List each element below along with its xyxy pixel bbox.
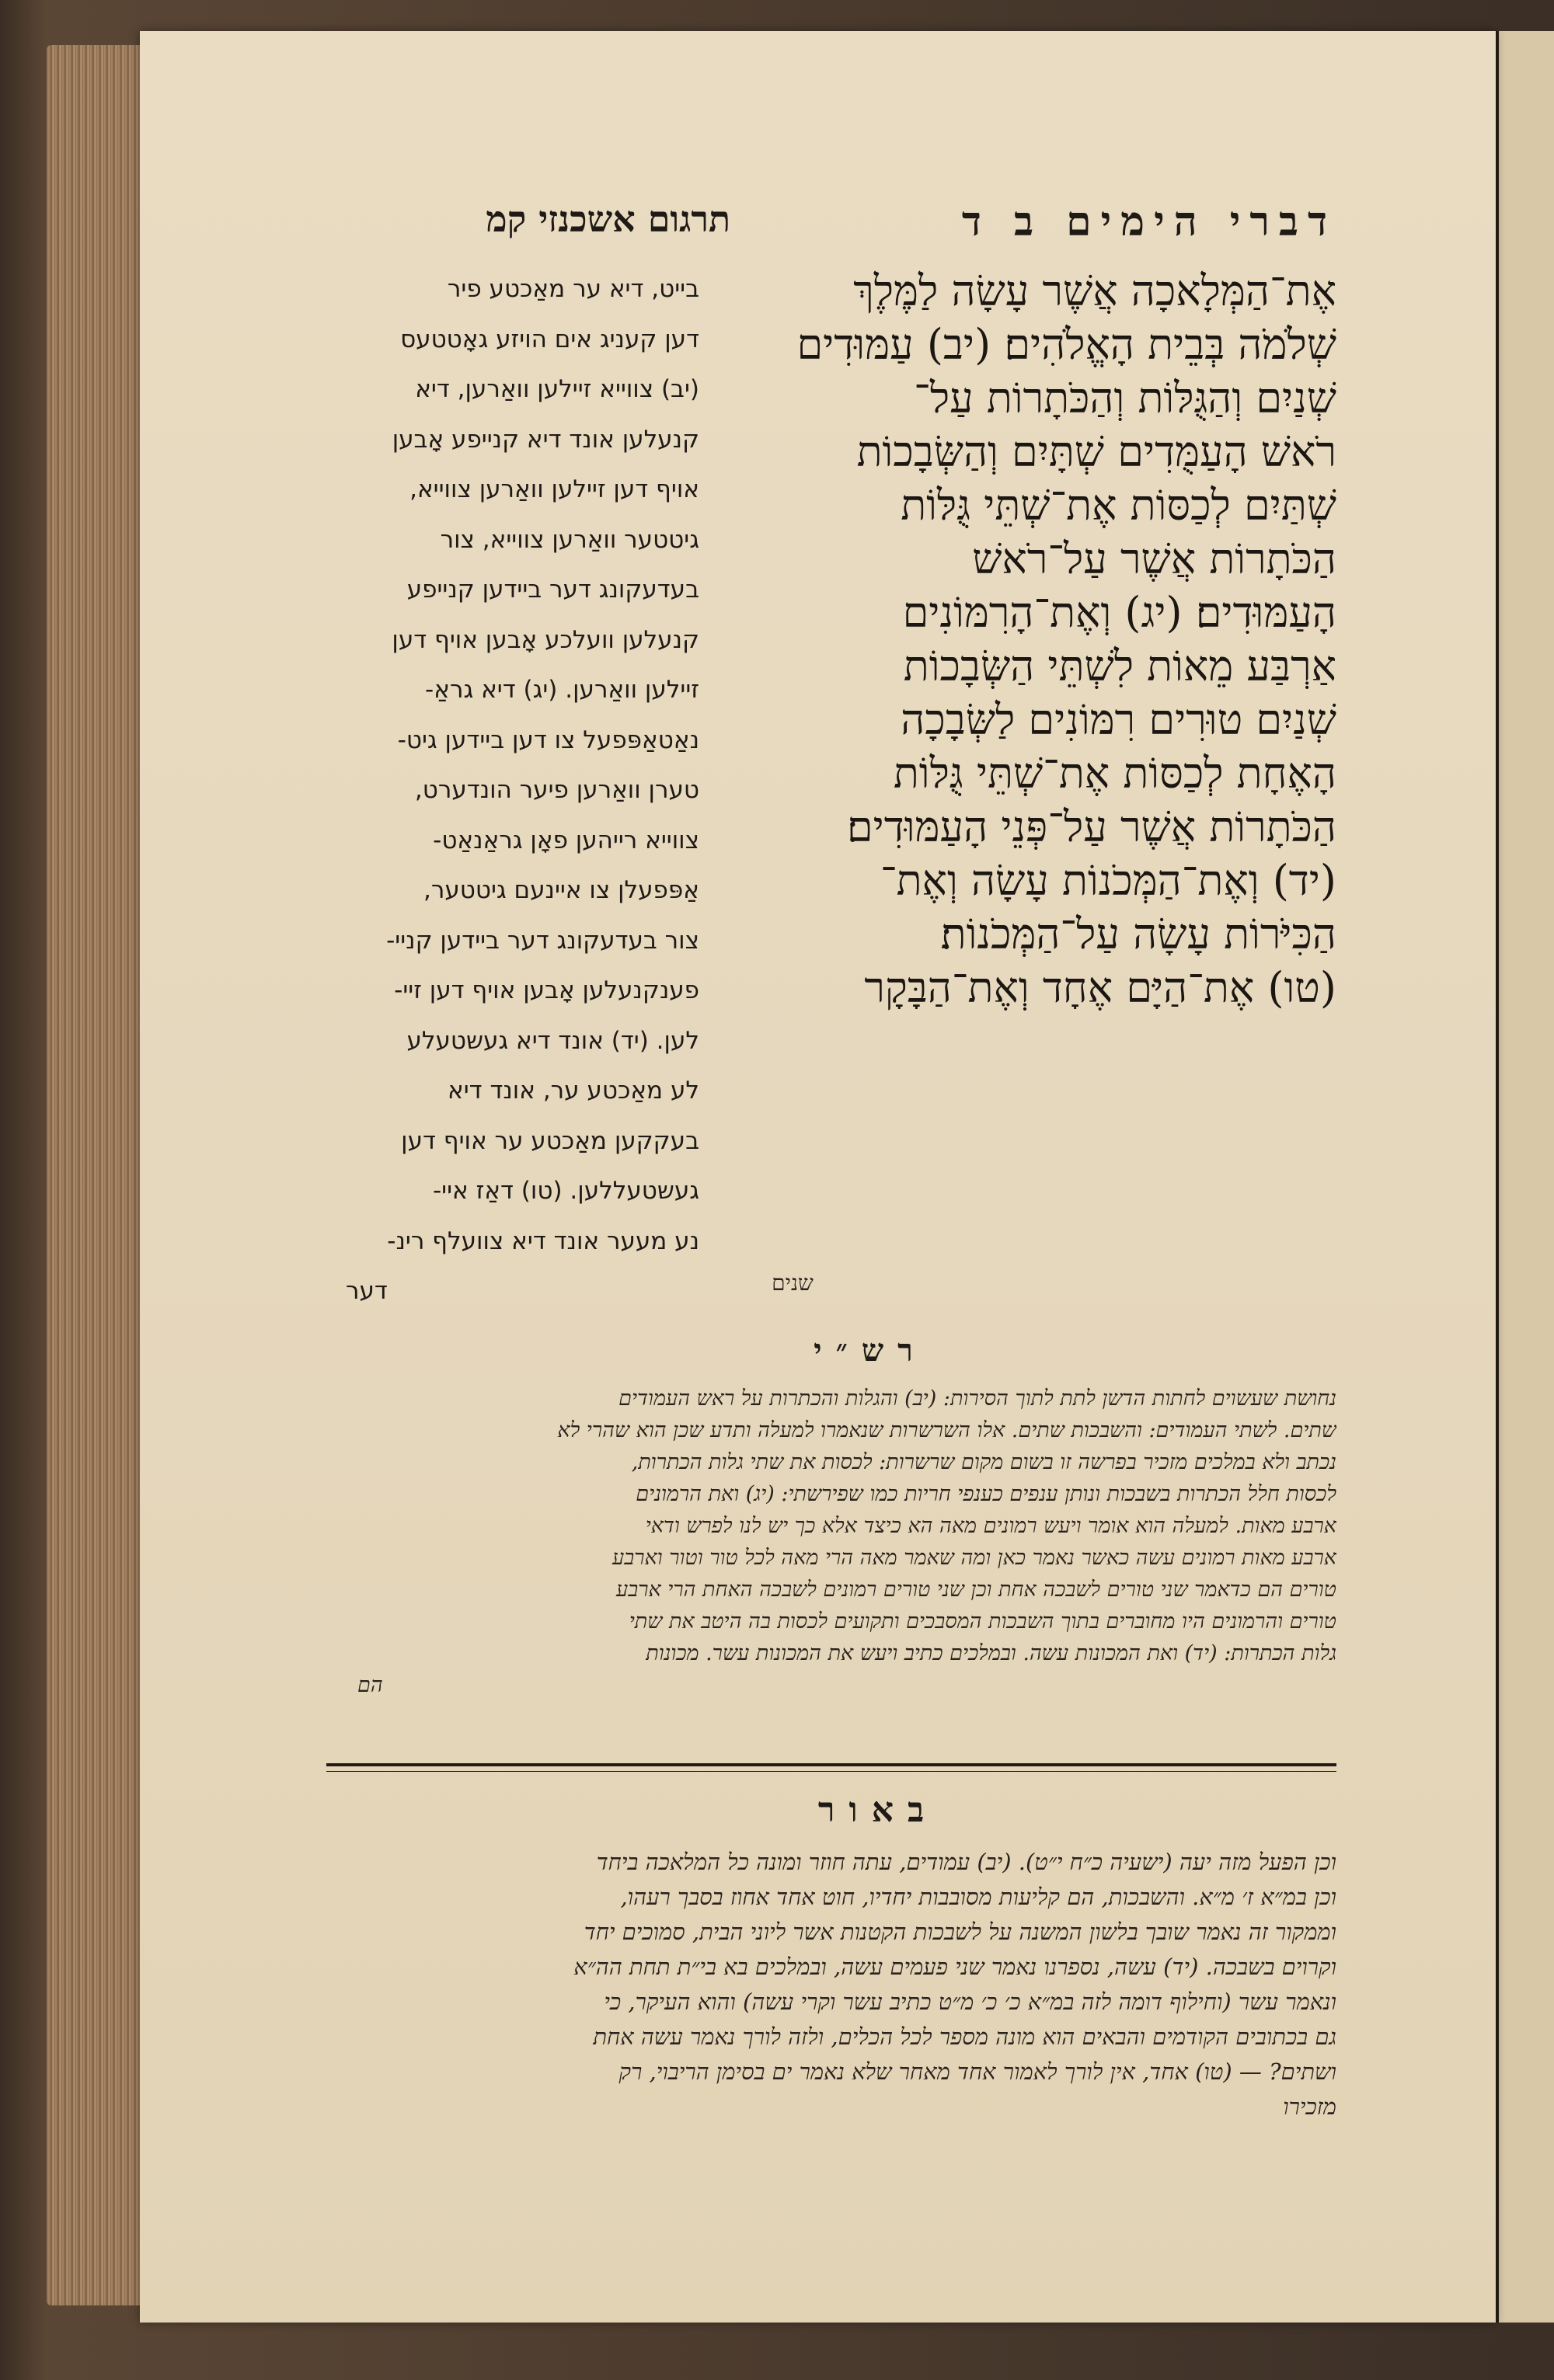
verse-line: הַכִּיֹּרוֹת עָשָׂה עַל־הַמְּכֹנוֹת׃	[940, 910, 1336, 959]
verse-line: אֶת־הַמְּלָאכָה אֲשֶׁר עָשָׂה לַמֶּלֶךְ	[853, 266, 1336, 315]
translation-line: קנעלען וועלכע אָבען אויף דען	[392, 625, 699, 654]
translation-line: קנעלען אונד דיא קנייפע אָבען	[392, 425, 699, 454]
translation-line: בעדעקונג דער ביידען קנייפע	[406, 576, 699, 604]
rashi-line: טורים הם כדאמר שני טורים לשבכה אחת וכן שני טורים רמונים לשבכה האחת הרי ארבע	[615, 1578, 1336, 1602]
verse-line: הַכֹּתָרוֹת אֲשֶׁר עַל־פְּנֵי הָעַמּוּדִים׃	[846, 802, 1336, 851]
verse-line: שְׁתַּיִם לְכַסּוֹת אֶת־שְׁתֵּי גֻּלּוֹת	[901, 481, 1336, 530]
biur-commentary	[326, 1845, 1336, 2156]
verse-line: הָאֶחָת לְכַסּוֹת אֶת־שְׁתֵּי גֻּלּוֹת	[893, 749, 1336, 798]
section-divider	[326, 1763, 1336, 1772]
rashi-line: נכתב ולא במלכים מזכיר בפרשה זו בשום מקום שרשרות: לכסות את שתי גלות הכתרות,	[631, 1450, 1336, 1474]
verse-line: שְׁנַיִם טוּרִים רִמּוֹנִים לַשְּׂבָכָה	[901, 695, 1336, 744]
bible-text-column	[730, 264, 1336, 1274]
translation-line: לען. (יד) אונד דיא געשטעלע	[406, 1026, 699, 1055]
translation-line: נע מעער אונד דיא צוועלף רינ-	[387, 1227, 699, 1255]
rashi-line: טורים והרמונים היו מחוברים בתוך השבכות המסבכים ותקועים לכסות בה היטב את שתי	[629, 1609, 1336, 1634]
translation-line: צווייא רייהען פאָן גראַנאַט-	[433, 826, 699, 854]
biur-line: וכן במ״א ז׳ מ״א. והשבכות, הם קליעות מסובבות יחדיו, חוט אחד אחוז בסבך רעהו,	[620, 1884, 1336, 1910]
verse-line: שְׁנַיִם וְהַגֻּלּוֹת וְהַכֹּתָרוֹת עַל־	[914, 374, 1336, 423]
translation-line: גיטטער וואַרען צווייא, צור	[440, 525, 699, 554]
facing-page-edge	[1496, 31, 1554, 2323]
biur-line: גם בכתובים הקודמים והבאים הוא מונה מספר לכל הכלים, ולזה לורך נאמר עשה אחת	[593, 2023, 1336, 2050]
rashi-line: נחושת שעשוים לחתות הדשן לתת לתוך הסירות: (יב) והגלות והכתרות על ראש העמודים	[618, 1387, 1336, 1411]
verse-line: רֹאשׁ הָעַמֻּדִים שְׁתָּיִם וְהַשְּׂבָכוֹת	[856, 427, 1336, 476]
translation-line: אַפּפעלן צו איינעם גיטטער,	[423, 876, 699, 904]
verse-line: (טו) אֶת־הַיָּם אֶחָד וְאֶת־הַבָּקָר	[864, 963, 1336, 1012]
rashi-heading: רש״י	[814, 1332, 927, 1369]
rashi-commentary	[326, 1383, 1336, 1755]
translation-line: בייט, דיא ער מאַכטע פיר	[447, 275, 699, 303]
translation-line: לע מאַכטע ער, אונד דיא	[448, 1077, 699, 1105]
verse-line: הָעַמּוּדִים׃ (יג) וְאֶת־הָרִמּוֹנִים	[902, 588, 1336, 637]
translation-line: געשטעללען. (טו) דאַז איי-	[432, 1177, 699, 1205]
translation-line: נאַטאַפּפעל צו דען ביידען גיט-	[397, 725, 699, 754]
verse-line: הַכֹּתָרוֹת אֲשֶׁר עַל־רֹאשׁ	[972, 534, 1336, 583]
translation-line: טערן וואַרען פיער הונדערט,	[414, 776, 699, 804]
translation-line: אויף דען זיילען וואַרען צווייא,	[409, 475, 699, 503]
biur-line: וקרוים בשבכה. (יד) עשה, נספרנו נאמר שני פעמים עשה, ובמלכים בא בי״ת תחת הה״א	[573, 1954, 1336, 1980]
verse-line: (יד) וְאֶת־הַמְּכֹנוֹת עָשָׂה וְאֶת־	[880, 856, 1336, 905]
translation-line: צור בעדעקונג דער ביידען קניי-	[386, 926, 699, 955]
translation-title: תרגום אשכנזי קמ	[486, 198, 730, 240]
biur-line: ונאמר עשר (וחילוף דומה לזה במ״א כ׳ כ׳ מ״ט כתיב עשר וקרי עשה) והוא העיקר, כי	[604, 1989, 1336, 2015]
rashi-line: גלות הכתרות: (יד) ואת המכונות עשה. ובמלכים כתיב ויעש את המכונות עשר. מכונות	[646, 1641, 1336, 1665]
verse-catchword: שנים	[772, 1270, 814, 1296]
book-title: דברי הימים ב ד	[961, 198, 1336, 245]
translation-line: בעקקען מאַכטע ער אויף דען	[401, 1126, 699, 1155]
biur-line: וממקור זה נאמר שובך בלשון המשנה על לשבכות הקטנות אשר ליוני הבית, סמוכים יחד	[584, 1919, 1336, 1945]
rashi-catchword: הם	[357, 1673, 383, 1697]
verse-line: שְׁלֹמֹה בְּבֵית הָאֱלֹהִים׃ (יב) עַמּוּדִים	[796, 320, 1336, 369]
translation-line: זיילען וואַרען. (יג) דיא גראַ-	[425, 676, 699, 704]
biur-line: ושתים? — (טו) אחד, אין לורך לאמור אחד מאחר שלא נאמר ים בסימן הריבוי, רק	[618, 2058, 1336, 2085]
verse-line: אַרְבַּע מֵאוֹת לִשְׁתֵּי הַשְּׂבָכוֹת	[903, 642, 1336, 691]
rashi-line: ארבע מאות. למעלה הוא אומר ויעש רמונים מאה הא כיצד אלא כך יש לנו לפרש ודאי	[645, 1514, 1336, 1538]
translation-line: (יב) צווייא זיילען וואַרען, דיא	[415, 375, 699, 403]
rashi-line: לכסות חלל הכתרות בשבכות ונותן ענפים כענפי חריות כמו שפירשתי: (יג) ואת הרמונים	[636, 1482, 1336, 1506]
rashi-line: ארבע מאות רמונים עשה כאשר נאמר כאן ומה שאמר מאה הרי מאה לכל טור וטור וארבע	[611, 1546, 1336, 1570]
book-page-edges	[47, 45, 152, 2305]
translation-line: פענקנעלען אָבען אויף דען זיי-	[394, 976, 699, 1004]
translation-line: דען קעניג אים הויזע גאָטטעס	[400, 325, 699, 353]
biur-heading: באור	[817, 1790, 939, 1830]
translation-catchword: דער	[346, 1277, 388, 1305]
biur-line: מזכירו	[1283, 2093, 1336, 2120]
rashi-line: שתים. לשתי העמודים: והשבכות שתים. אלו השרשרות שנאמרו למעלה ותדע שכן הוא שהרי לא	[557, 1418, 1336, 1442]
running-header	[326, 198, 1336, 260]
translation-column	[334, 264, 699, 1305]
biur-line: וכן הפעל מזה יעה (ישעיה כ״ח י״ט). (יב) עמודים, עתה חוזר ומונה כל המלאכה ביחד	[596, 1849, 1336, 1875]
